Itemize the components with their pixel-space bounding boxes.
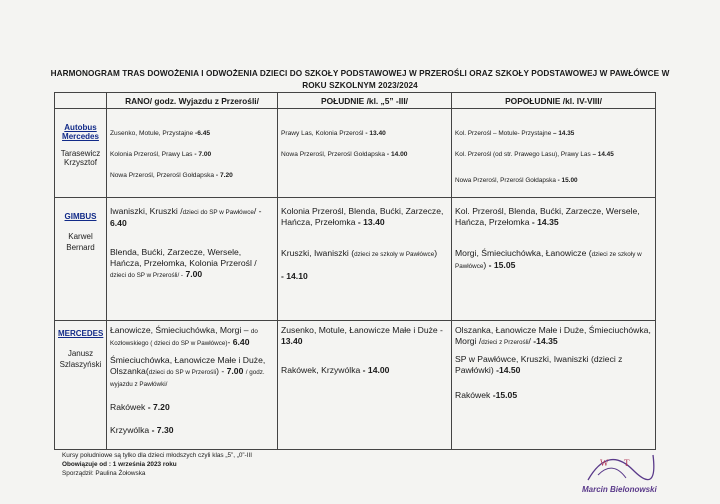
route-entry: Śmieciuchówka, Łanowicze Małe i Duże, Olszanka(dzieci do SP w Przerośli) - 7.00 / godz. wyjazdu z Pawłówki/: [110, 355, 266, 388]
header-vehicle: [55, 93, 107, 109]
route-entry: Łanowicze, Śmieciuchówka, Morgi – do Kozłowskiego ( dzieci do SP w Pawłówce)- 6.40: [110, 325, 258, 347]
popoludnie-cell: [452, 109, 656, 198]
vehicle-cell: [55, 109, 107, 198]
route-entry: Rakówek, Krzywólka - 14.00: [281, 365, 390, 375]
route-entry: Krzywólka - 7.30: [110, 425, 174, 435]
vehicle-name: MERCEDES: [58, 329, 104, 338]
route-entry: Nowa Przerośl, Przerośl Gołdapska - 15.00: [455, 177, 578, 184]
table-row: [55, 198, 656, 321]
schedule-table: [54, 92, 656, 450]
route-entry: Prawy Las, Kolonia Przerośl - 13.40: [281, 130, 386, 137]
popoludnie-cell: [452, 321, 656, 450]
vehicle-cell: [55, 321, 107, 450]
poludnie-cell: [278, 109, 452, 198]
route-entry: Kruszki, Iwaniszki (dzieci ze szkoły w Pawłówce) - 14.10: [281, 248, 438, 281]
route-entry: Zusenko, Motule, Łanowicze Małe i Duże - 13.40: [281, 325, 443, 346]
route-entry: Olszanka, Łanowicze Małe i Duże, Śmieciuchówka, Morgi /dzieci z Przerośli/ -14.35: [455, 325, 651, 346]
route-entry: Rakówek -15.05: [455, 390, 518, 400]
rano-cell: [107, 198, 278, 321]
table-row: [55, 321, 656, 450]
driver-name: Tarasewicz Krzysztof: [60, 149, 101, 167]
vehicle-name: GIMBUS: [64, 212, 97, 221]
route-entry: Kol. Przerośl – Motule- Przystajne – 14.35: [455, 130, 575, 137]
svg-text:T: T: [624, 458, 630, 468]
route-entry: Kol. Przerośl (od str. Prawego Lasu), Prawy Las – 14.45: [455, 151, 614, 158]
header-rano: RANO/ godz. Wyjazdu z Przerośli/: [107, 93, 278, 109]
footer: [62, 451, 252, 478]
route-entry: Zusenko, Motule, Przystajne -6.45: [110, 130, 211, 137]
route-entry: SP w Pawłówce, Kruszki, Iwaniszki (dzieci z Pawłówki) -14.50: [455, 354, 623, 375]
route-entry: Iwaniszki, Kruszki /dzieci do SP w Pawłówce/ - 6.40: [110, 206, 262, 228]
route-entry: Nowa Przerośl, Przerośl Gołdapska - 7.20: [110, 172, 233, 179]
svg-text:W: W: [600, 458, 609, 468]
table-row: [55, 109, 656, 198]
route-entry: Nowa Przerośl, Przerośl Gołdapska - 14.00: [281, 151, 408, 158]
document-title: HARMONOGRAM TRAS DOWOŻENIA I ODWOŻENIA DZIECI DO SZKOŁY PODSTAWOWEJ W PRZEROŚLI ORAZ SZKOŁY PODSTAWOWEJ W PAWŁÓWCE W ROKU SZKOLNYM 2023/2024: [50, 69, 670, 90]
vehicle-cell: [55, 198, 107, 321]
route-entry: Blenda, Bućki, Zarzecze, Wersele, Hańcza, Przełomka, Kolonia Przerośl / dzieci do SP w Przerośli/ - 7.00: [110, 247, 257, 279]
header-popoludnie: POPOŁUDNIE /kl. IV-VIII/: [452, 93, 656, 109]
poludnie-cell: [278, 321, 452, 450]
header-row: [55, 93, 656, 109]
popoludnie-cell: [452, 198, 656, 321]
driver-name: Karwel Bernard: [66, 232, 95, 252]
footer-author: Sporządził: Paulina Żołowska: [62, 470, 146, 477]
header-poludnie: POŁUDNIE /kl. „5” -III/: [278, 93, 452, 109]
route-entry: Rakówek - 7.20: [110, 402, 170, 412]
route-entry: Morgi, Śmieciuchówka, Łanowicze (dzieci ze szkoły w Pawłówce) - 15.05: [455, 248, 642, 270]
footer-valid-from: Obowiązuje od : 1 września 2023 roku: [62, 461, 177, 468]
route-entry: Kolonia Przerośl, Blenda, Bućki, Zarzecze, Hańcza, Przełomka - 13.40: [281, 206, 444, 227]
rano-cell: [107, 109, 278, 198]
driver-name: Janusz Szlaszyński: [59, 349, 102, 369]
signature: Marcin Bielonowski: [582, 485, 657, 494]
poludnie-cell: [278, 198, 452, 321]
vehicle-name: Autobus Mercedes: [62, 123, 99, 141]
route-entry: Kolonia Przerośl, Prawy Las - 7.00: [110, 151, 212, 158]
rano-cell: [107, 321, 278, 450]
footer-note: Kursy południowe są tylko dla dzieci młodszych czyli klas „5”, „0”-III: [62, 452, 253, 459]
route-entry: Kol. Przerośl, Blenda, Bućki, Zarzecze, Wersele, Hańcza, Przełomka - 14.35: [455, 206, 640, 227]
